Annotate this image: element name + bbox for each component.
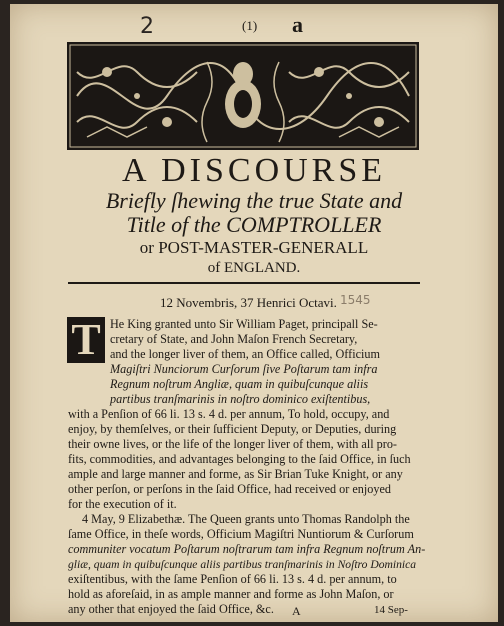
- body-line: ſame Office, in theſe words, Officium Magiſtri Nuntiorum & Curſorum: [68, 527, 414, 541]
- body-line: ample and large manner and forme, as Sir Brian Tuke Knight, or any: [68, 467, 403, 481]
- divider-rule: [68, 282, 420, 284]
- body-line: gliæ, quam in quibuſcunque aliis partibus tranſmarinis in Noſtro Dominica: [68, 558, 417, 571]
- margin-note-year: 1545: [340, 293, 371, 307]
- title-line-1: A DISCOURSE: [121, 152, 387, 189]
- body-line: with a Penſion of 66 li. 13 s. 4 d. per annum, To hold, occupy, and: [68, 407, 390, 421]
- body-line: any other that enjoyed the ſaid Office, &c.: [68, 602, 274, 616]
- title-line-5: of ENGLAND.: [207, 260, 301, 276]
- body-line: hold as aforeſaid, in as ample manner and forme as John Maſon, or: [68, 587, 394, 601]
- body-line: cretary of State, and John Maſon French Secretary,: [110, 332, 358, 346]
- handwritten-page-number: 2: [140, 14, 154, 39]
- drop-cap: T: [67, 317, 105, 363]
- title-line-2: Briefly ſhewing the true State and: [105, 188, 403, 213]
- title-line-3: Title of the COMPTROLLER: [126, 212, 382, 237]
- body-line: fits, commodities, and advantages belonging to the ſaid Office, in ſuch: [68, 452, 411, 466]
- page-number: (1): [242, 18, 258, 33]
- body-line: 4 May, 9 Elizabethæ. The Queen grants unto Thomas Randolph the: [82, 512, 410, 526]
- decorative-headpiece: [67, 42, 419, 150]
- document-page: [10, 4, 498, 622]
- body-line: for the execution of it.: [68, 497, 177, 511]
- body-line: other perſon, or perſons in the ſaid Office, had received or enjoyed: [68, 482, 391, 496]
- body-line: and the longer liver of them, an Office called, Officium: [110, 347, 380, 361]
- body-line: Regnum noſtrum Angliæ, quam in quibuſcunque aliis: [110, 377, 369, 391]
- dateline: 12 Novembris, 37 Henrici Octavi.: [160, 295, 337, 310]
- body-line: their owne lives, or the life of the longer liver of them, with all pro-: [68, 437, 397, 451]
- handwritten-mark: a: [292, 12, 303, 37]
- body-line: partibus tranſmarinis in noſtro dominico exiſtentibus,: [110, 392, 371, 406]
- body-line: He King granted unto Sir William Paget, principall Se-: [110, 317, 378, 331]
- signature-mark: A: [292, 604, 301, 618]
- body-line: communiter vocatum Poſtarum noſtrarum tam infra Regnum noſtrum An-: [68, 542, 426, 556]
- title-line-4: or POST-MASTER-GENERALL: [139, 238, 369, 257]
- body-line: enjoy, by themſelves, or their ſufficient Deputy, or Deputies, during: [68, 422, 397, 436]
- body-line: Magiſtri Nunciorum Curſorum ſive Poſtarum tam infra: [110, 362, 378, 376]
- catchword: 14 Sep-: [374, 604, 408, 616]
- body-line: exiſtentibus, with the ſame Penſion of 66 li. 13 s. 4 d. per annum, to: [68, 572, 397, 586]
